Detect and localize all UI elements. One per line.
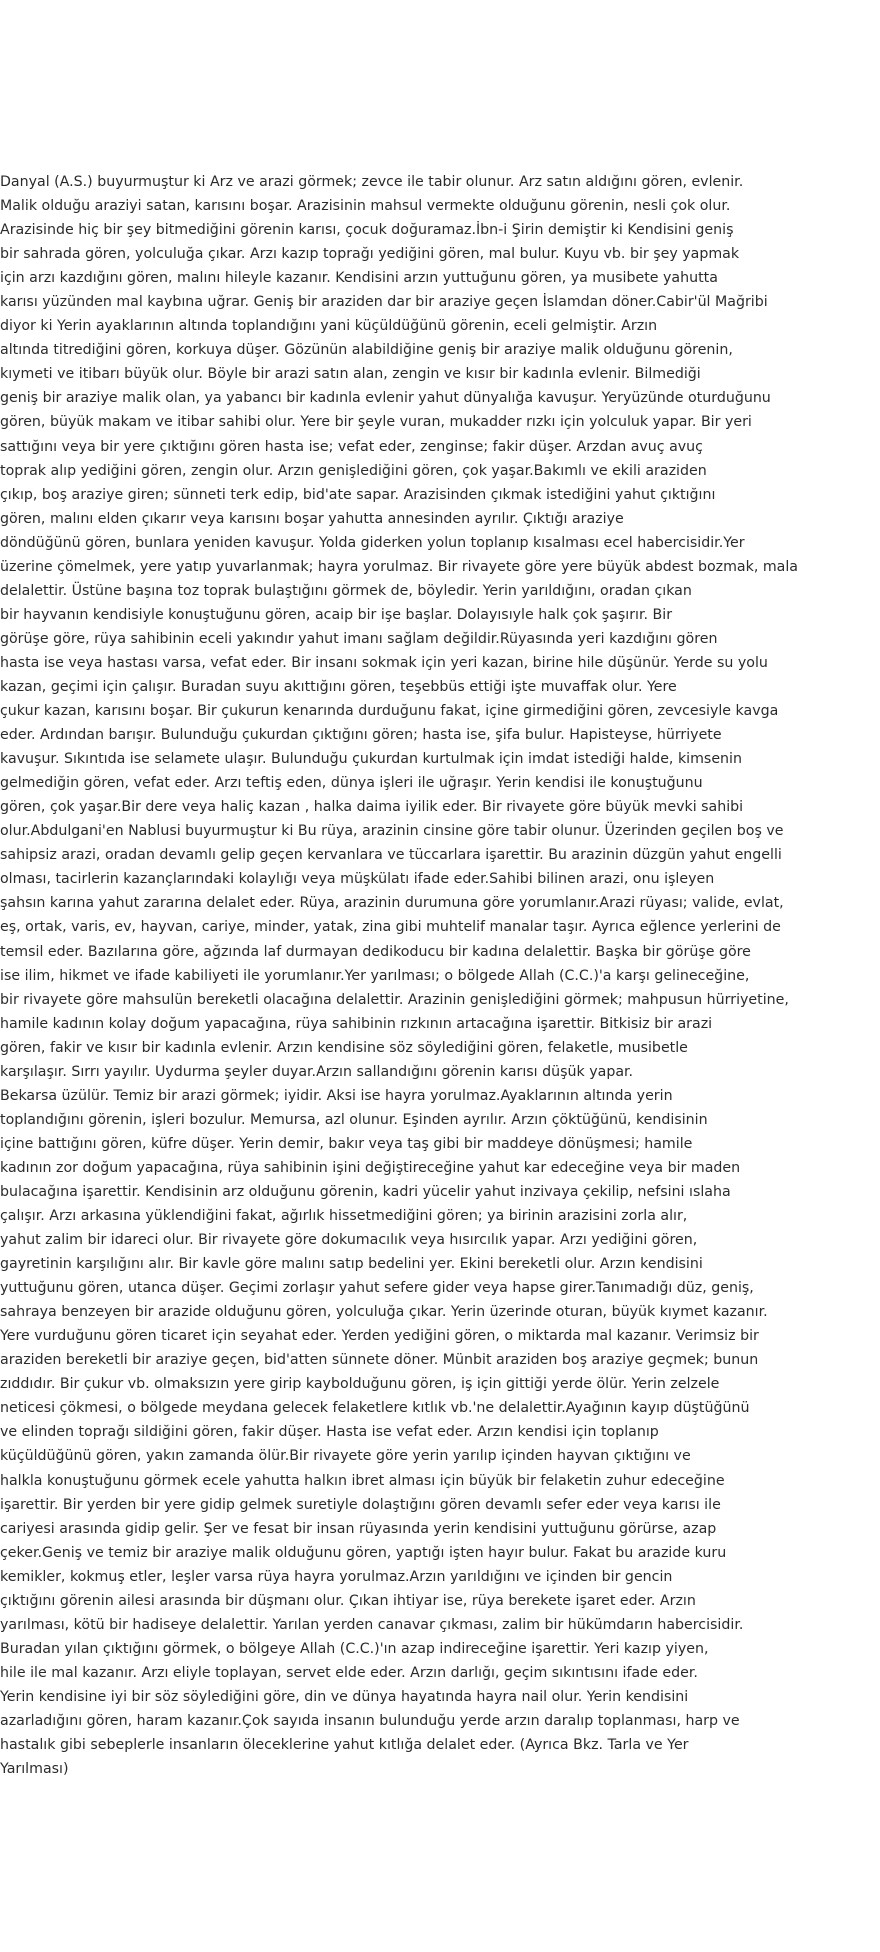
article-text-line: döndüğünü gören, bunlara yeniden kavuşur. Yolda giderken yolun toplanıp kısalması ecel habercisidir.Yer — [0, 534, 745, 551]
article-text-line: diyor ki Yerin ayaklarının altında toplandığını yani küçüldüğünü görenin, eceli gelmiştir. Arzın — [0, 318, 658, 335]
article-text-line: hamile kadının kolay doğum yapacağına, rüya sahibinin rızkının artacağına işarettir. Bitkisiz bir arazi — [0, 1015, 713, 1032]
article-text-line: bir hayvanın kendisiyle konuştuğunu gören, acaip bir işe başlar. Dolayısıyle halk çok şaşırır. Bir — [0, 606, 673, 623]
article-text-line: olur.Abdulgani'en Nablusi buyurmuştur ki Bu rüya, arazinin cinsine göre tabir olunur. Üzerinden geçilen boş ve — [0, 823, 784, 840]
article-text-line: gören, fakir ve kısır bir kadınla evlenir. Arzın kendisine söz söylediğini gören, felaketle, musibetle — [0, 1039, 688, 1056]
article-text-line: sahipsiz arazi, oradan devamlı gelip geçen kervanlara ve tüccarlara işarettir. Bu arazinin düzgün yahut engelli — [0, 847, 782, 864]
article-text-line: geniş bir araziye malik olan, ya yabancı bir kadınla evlenir yahut dünyalığa kavuşur. Yeryüzünde oturduğunu — [0, 390, 771, 407]
article-text-line: çıktığını görenin ailesi arasında bir düşmanı olur. Çıkan ihtiyar ise, rüya berekete işaret eder. Arzın — [0, 1592, 696, 1609]
article-text-line: Arazisinde hiç bir şey bitmediğini görenin karısı, çocuk doğuramaz.İbn-i Şirin demiştir ki Kendisini geniş — [0, 222, 734, 239]
article-text-line: zıddıdır. Bir çukur vb. olmaksızın yere girip kaybolduğunu gören, iş için gittiği yerde ölür. Yerin zelzele — [0, 1376, 720, 1393]
article-text-line: karşılaşır. Sırrı yayılır. Uydurma şeyler duyar.Arzın sallandığını görenin karısı düşük yapar. — [0, 1063, 634, 1080]
article-text-line: küçüldüğünü gören, yakın zamanda ölür.Bir rivayete göre yerin yarılıp içinden hayvan çıktığını ve — [0, 1448, 691, 1465]
article-text-line: Yere vurduğunu gören ticaret için seyahat eder. Yerden yediğini gören, o miktarda mal kazanır. Verimsiz bir — [0, 1328, 759, 1345]
article-text-line: yarılması, kötü bir hadiseye delalettir. Yarılan yerden canavar çıkması, zalim bir hükümdarın habercisidir. — [0, 1616, 744, 1633]
article-text-line: neticesi çökmesi, o bölgede meydana gelecek felaketlere kıtlık vb.'ne delalettir.Ayağının kayıp düştüğünü — [0, 1400, 750, 1417]
article-text-line: halkla konuştuğunu görmek ecele yahutta halkın ibret alması için büyük bir felaketin zuhur edeceğine — [0, 1472, 725, 1489]
article-text-line: yahut zalim bir idareci olur. Bir rivayete göre dokumacılık veya hısırcılık yapar. Arzı yediğini gören, — [0, 1232, 698, 1249]
article-text-line: içine battığını gören, küfre düşer. Yerin demir, bakır veya taş gibi bir maddeye dönüşmesi; hamile — [0, 1135, 693, 1152]
article-text-line: karısı yüzünden mal kaybına uğrar. Geniş bir araziden dar bir araziye geçen İslamdan döner.Cabir'ül Mağribi — [0, 294, 768, 311]
article-text-line: gelmediğin gören, vefat eder. Arzı teftiş eden, dünya işleri ile uğraşır. Yerin kendisi ile konuştuğunu — [0, 775, 703, 792]
article-text-line: işarettir. Bir yerden bir yere gidip gelmek suretiyle dolaştığını gören devamlı sefer eder veya karısı ile — [0, 1496, 721, 1513]
article-text-line: Yerin kendisine iyi bir söz söylediğini göre, din ve dünya hayatında hayra nail olur. Yerin kendisini — [0, 1688, 689, 1705]
article-text-line: görüşe göre, rüya sahibinin eceli yakındır yahut imanı sağlam değildir.Rüyasında yeri kazdığını gören — [0, 630, 718, 647]
article-text-line: Buradan yılan çıktığını görmek, o bölgeye Allah (C.C.)'ın azap indireceğine işarettir. Yeri kazıp yiyen, — [0, 1640, 709, 1657]
article-text-line: kazan, geçimi için çalışır. Buradan suyu akıttığını gören, teşebbüs ettiği işte muvaffak olur. Yere — [0, 678, 677, 695]
article-text-line: altında titrediğini gören, korkuya düşer. Gözünün alabildiğine geniş bir araziye malik olduğunu görenin, — [0, 342, 733, 359]
article-text-line: bir rivayete göre mahsulün bereketli olacağına delalettir. Arazinin genişlediğini görmek; mahpusun hürriyetine, — [0, 991, 789, 1008]
article-text-line: çalışır. Arzı arkasına yüklendiğini fakat, ağırlık hissetmediğini gören; ya birinin arazisini zorla alır, — [0, 1208, 688, 1225]
article-text-line: çeker.Geniş ve temiz bir araziye malik olduğunu gören, yaptığı işten hayır bulur. Fakat bu arazide kuru — [0, 1544, 727, 1561]
article-text-line: sattığını veya bir yere çıktığını gören hasta ise; vefat eder, zenginse; fakir düşer. Arzdan avuç avuç — [0, 438, 703, 455]
article-text-line: hasta ise veya hastası varsa, vefat eder. Bir insanı sokmak için yeri kazan, birine hile düşünür. Yerde su yolu — [0, 654, 768, 671]
article-text-line: Danyal (A.S.) buyurmuştur ki Arz ve arazi görmek; zevce ile tabir olunur. Arz satın aldığını gören, evlenir. — [0, 174, 744, 190]
article-text-line: yuttuğunu gören, utanca düşer. Geçimi zorlaşır yahut sefere gider veya hapse girer.Tanımadığı düz, geniş, — [0, 1280, 754, 1297]
article-text-line: hile ile mal kazanır. Arzı eliyle toplayan, servet elde eder. Arzın darlığı, geçim sıkıntısını ifade eder. — [0, 1664, 698, 1681]
article-text-line: gayretinin karşılığını alır. Bir kavle göre malını satıp bedelini yer. Ekini bereketli olur. Arzın kendisini — [0, 1256, 703, 1273]
article-text-line: kıymeti ve itibarı büyük olur. Böyle bir arazi satın alan, zengin ve kısır bir kadınla evlenir. Bilmediği — [0, 366, 701, 383]
dream-interpretation-article — [0, 170, 870, 1781]
article-text-line: üzerine çömelmek, yere yatıp yuvarlanmak; hayra yorulmaz. Bir rivayete göre yere büyük abdest bozmak, mala — [0, 558, 799, 575]
article-text-line: sahraya benzeyen bir arazide olduğunu gören, yolculuğa çıkar. Yerin üzerinde oturan, büyük kıymet kazanır. — [0, 1304, 768, 1321]
article-text-line: Malik olduğu araziyi satan, karısını boşar. Arazisinin mahsul vermekte olduğunu görenin, nesli çok olur. — [0, 198, 731, 215]
article-text-line: toprak alıp yediğini gören, zengin olur. Arzın genişlediğini gören, çok yaşar.Bakımlı ve ekili araziden — [0, 462, 707, 479]
article-text-line: olması, tacirlerin kazançlarındaki kolaylığı veya müşkülatı ifade eder.Sahibi bilinen arazi, onu işleyen — [0, 871, 715, 888]
article-text-line: cariyesi arasında gidip gelir. Şer ve fesat bir insan rüyasında yerin kendisini yuttuğunu görürse, azap — [0, 1520, 717, 1537]
article-text-line: temsil eder. Bazılarına göre, ağzında laf durmayan dedikoducu bir kadına delalettir. Başka bir görüşe göre — [0, 943, 751, 960]
article-text-line: ve elinden toprağı sildiğini gören, fakir düşer. Hasta ise vefat eder. Arzın kendisi için toplanıp — [0, 1424, 659, 1441]
article-text-line: çıkıp, boş araziye giren; sünneti terk edip, bid'ate sapar. Arazisinden çıkmak istediğini yahut çıktığını — [0, 486, 716, 503]
article-text-line: gören, çok yaşar.Bir dere veya haliç kazan , halka daima iyilik eder. Bir rivayete göre büyük mevki sahibi — [0, 799, 744, 816]
article-text-line: için arzı kazdığını gören, malını hileyle kazanır. Kendisini arzın yuttuğunu gören, ya musibete yahutta — [0, 270, 718, 287]
article-text-line: bir sahrada gören, yolculuğa çıkar. Arzı kazıp toprağı yediğini gören, mal bulur. Kuyu vb. bir şey yapmak — [0, 246, 740, 263]
article-text-line: bulacağına işarettir. Kendisinin arz olduğunu görenin, kadri yücelir yahut inzivaya çekilip, nefsini ıslaha — [0, 1183, 731, 1200]
article-text-line: kadının zor doğum yapacağına, rüya sahibinin işini değiştireceğine yahut kar edeceğine veya bir maden — [0, 1159, 741, 1176]
article-text-line: çukur kazan, karısını boşar. Bir çukurun kenarında durduğunu fakat, içine girmediğini gören, zevcesiyle kavga — [0, 703, 779, 720]
article-text-line: araziden bereketli bir araziye geçen, bid'atten sünnete döner. Münbit araziden boş araziye geçmek; bunun — [0, 1352, 759, 1369]
article-text-line: şahsın karına yahut zararına delalet eder. Rüya, arazinin durumuna göre yorumlanır.Arazi rüyası; valide, evlat, — [0, 895, 784, 912]
article-text-line: gören, büyük makam ve itibar sahibi olur. Yere bir şeyle vuran, mukadder rızkı için yolculuk yapar. Bir yeri — [0, 414, 752, 431]
article-text-line: toplandığını görenin, işleri bozulur. Memursa, azl olunur. Eşinden ayrılır. Arzın çöktüğünü, kendisinin — [0, 1111, 708, 1128]
article-text-line: ise ilim, hikmet ve ifade kabiliyeti ile yorumlanır.Yer yarılması; o bölgede Allah (C.C.)'a karşı gelineceğine, — [0, 967, 750, 984]
article-text-line: kemikler, kokmuş etler, leşler varsa rüya hayra yorulmaz.Arzın yarıldığını ve içinden bir gencin — [0, 1568, 673, 1585]
article-text-line: gören, malını elden çıkarır veya karısını boşar yahutta annesinden ayrılır. Çıktığı araziye — [0, 510, 624, 527]
article-text-line: Yarılması) — [0, 1761, 69, 1778]
article-text-line: hastalık gibi sebeplerle insanların öleceklerine yahut kıtlığa delalet eder. (Ayrıca Bkz. Tarla ve Yer — [0, 1737, 689, 1754]
article-text-line: delalettir. Üstüne başına toz toprak bulaştığını görmek de, böyledir. Yerin yarıldığını, oradan çıkan — [0, 582, 692, 599]
article-text-line: kavuşur. Sıkıntıda ise selamete ulaşır. Bulunduğu çukurdan kurtulmak için imdat istediği halde, kimsenin — [0, 751, 742, 768]
article-text-line: azarladığını gören, haram kazanır.Çok sayıda insanın bulunduğu yerde arzın daralıp toplanması, harp ve — [0, 1713, 740, 1729]
article-text-line: Bekarsa üzülür. Temiz bir arazi görmek; iyidir. Aksi ise hayra yorulmaz.Ayaklarının altında yerin — [0, 1087, 673, 1104]
article-text-line: eş, ortak, varis, ev, hayvan, cariye, minder, yatak, zina gibi muhtelif manalar taşır. Ayrıca eğlence yerlerini de — [0, 919, 781, 936]
article-text-line: eder. Ardından barışır. Bulunduğu çukurdan çıktığını gören; hasta ise, şifa bulur. Hapisteyse, hürriyete — [0, 727, 722, 744]
